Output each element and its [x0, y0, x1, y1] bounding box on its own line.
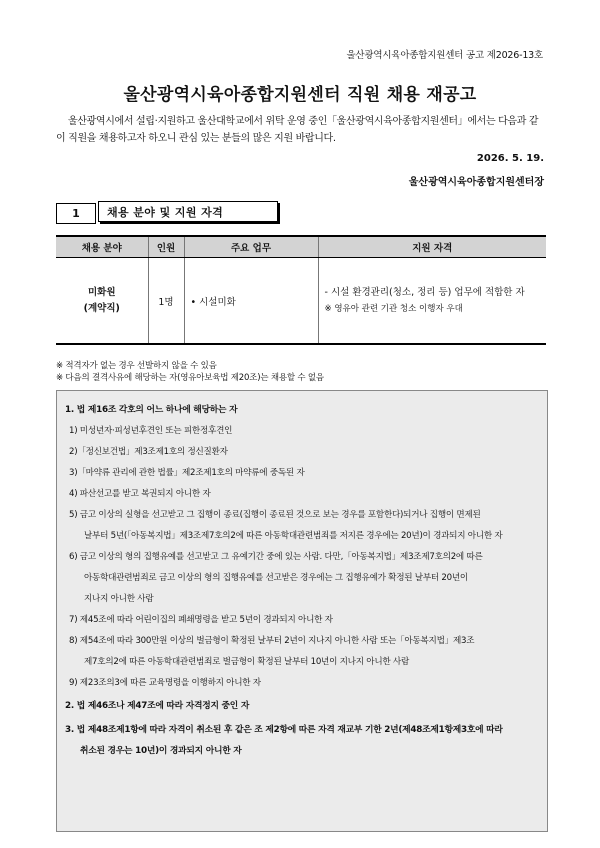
page-title: 울산광역시육아종합지원센터 직원 채용 재공고: [123, 85, 477, 105]
table-row: [56, 258, 546, 345]
disq-item-3: 3)「마약류 관리에 관한 법률」제2조제1호의 마약류에 중독된 자: [69, 468, 305, 478]
field-cell: [56, 258, 148, 345]
disq-heading-2: 2. 법 제46조나 제47조에 따라 자격정지 중인 자: [65, 701, 250, 711]
section-number: 1: [56, 203, 96, 224]
disq-item-6-line3: 지나지 아니한 사람: [84, 594, 154, 604]
recruitment-table: [56, 235, 546, 345]
disq-heading-3-line1: 3. 법 제48조제1항에 따라 자격이 취소된 후 같은 조 제2항에 따른 자격 재교부 기한 2년(제48조제1항제3호에 따라: [65, 725, 503, 735]
header-field: 채용 분야: [56, 236, 148, 258]
field-type: (계약직): [83, 302, 120, 314]
disq-item-1: 1) 미성년자·피성년후견인 또는 피한정후견인: [69, 426, 233, 436]
disq-heading-1: 1. 법 제16조 각호의 어느 하나에 해당하는 자: [65, 405, 238, 415]
disq-item-5-line2: 날부터 5년(「아동복지법」제3조제7호의2에 따른 아동학대관련범죄를 저지른 경우에는 20년)이 경과되지 아니한 자: [84, 531, 503, 541]
header-duty: 주요 업무: [184, 236, 318, 258]
disq-item-5-line1: 5) 금고 이상의 실형을 선고받고 그 집행이 종료(집행이 종료된 것으로 보는 경우를 포함한다)되거나 집행이 면제된: [69, 510, 481, 520]
disq-item-9: 9) 제23조의3에 따른 교육명령을 이행하지 아니한 자: [69, 678, 261, 688]
disq-item-4: 4) 파산선고를 받고 복권되지 아니한 자: [69, 489, 211, 499]
notice-date: 2026. 5. 19.: [476, 153, 544, 164]
issuing-organization: 울산광역시육아종합지원센터장: [408, 177, 544, 188]
table-header-row: [56, 236, 546, 258]
field-name: 미화원: [87, 286, 116, 298]
disq-heading-3-line2: 취소된 경우는 10년)이 경과되지 아니한 자: [80, 746, 242, 756]
duty-cell: • 시설미화: [184, 258, 318, 345]
disq-item-6-line1: 6) 금고 이상의 형의 집행유예를 선고받고 그 유예기간 중에 있는 사람. 다만,「아동복지법」제3조제7호의2에 따른: [69, 552, 483, 562]
header-qualification: 지원 자격: [318, 236, 546, 258]
disq-item-8-line1: 8) 제54조에 따라 300만원 이상의 벌금형이 확정된 날부터 2년이 지나지 아니한 사람 또는「아동복지법」제3조: [69, 636, 475, 646]
disq-item-6-line2: 아동학대관련범죄로 금고 이상의 형의 집행유예를 선고받은 경우에는 그 집행유예가 확정된 날부터 20년이: [84, 573, 468, 583]
qualification-line: - 시설 환경관리(청소, 정리 등) 업무에 적합한 자: [324, 286, 525, 298]
disq-item-8-line2: 제7호의2에 따른 아동학대관련범죄로 벌금형이 확정된 날부터 10년이 지나지 아니한 사람: [84, 657, 410, 667]
footnote-no-selection: ※ 적격자가 없는 경우 선발하지 않을 수 있음: [56, 361, 217, 371]
count-cell: 1명: [148, 258, 184, 345]
footnote-disqualification: ※ 다음의 결격사유에 해당하는 자(영유아보육법 제20조)는 채용할 수 없음: [56, 373, 324, 383]
section-title: 채용 분야 및 지원 자격: [98, 201, 278, 222]
notice-number: 울산광역시육아종합지원센터 공고 제2026-13호: [346, 50, 543, 61]
qualification-cell: [318, 258, 546, 345]
disq-item-2: 2)「정신보건법」제3조제1호의 정신질환자: [69, 447, 228, 457]
intro-paragraph: 울산광역시에서 설립·지원하고 울산대학교에서 위탁 운영 중인「울산광역시육아종합지원센터」에서는 다음과 같이 직원을 채용하고자 하오니 관심 있는 분들의 많은 지원 바랍니다.: [56, 116, 539, 144]
disq-item-7: 7) 제45조에 따라 어린이집의 폐쇄명령을 받고 5년이 경과되지 아니한 자: [69, 615, 333, 625]
header-count: 인원: [148, 236, 184, 258]
qualification-preference: ※ 영유아 관련 기관 청소 이행자 우대: [324, 303, 463, 314]
disqualification-box: [56, 390, 548, 832]
